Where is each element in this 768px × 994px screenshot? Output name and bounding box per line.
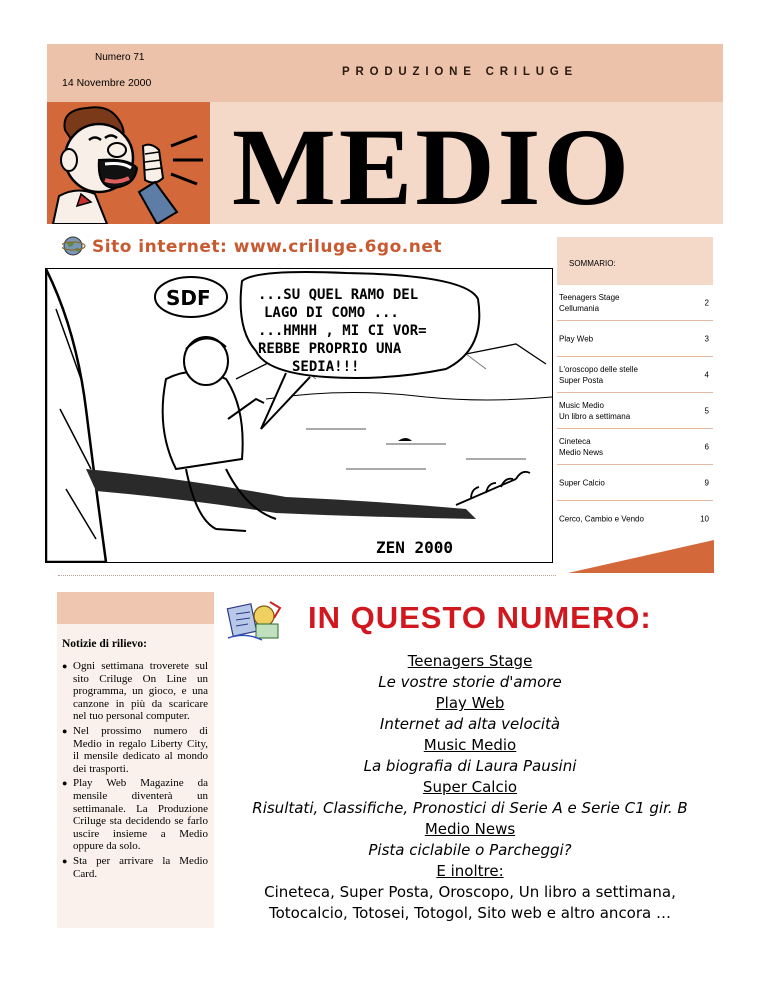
toc-item[interactable] (557, 501, 713, 537)
speech-line-4: REBBE PROPRIO UNA (258, 341, 402, 357)
toc-item-page: 2 (704, 298, 709, 307)
feature-subtitle: La biografia di Laura Pausini (363, 757, 577, 775)
toc-item-title: Play Web (559, 334, 594, 343)
feature-subtitle: Risultati, Classifiche, Pronostici di Serie A e Serie C1 gir. B (252, 799, 688, 817)
masthead-title: MEDIO (232, 106, 632, 228)
feature-extra-line: Cineteca, Super Posta, Oroscopo, Un libro a settimana, (264, 883, 676, 901)
feature-heading: E inoltre: (436, 862, 504, 880)
globe-icon (62, 235, 86, 261)
toc-item[interactable] (557, 357, 713, 393)
news-item: ● Play Web Magazine da mensile diventerà un settimanale. La Produzione Criluge sta decidendo se farlo uscire insieme a Medio oppure da solo. (62, 777, 208, 853)
toc-item-page: 9 (704, 478, 709, 487)
toc-item-page: 10 (700, 514, 709, 524)
toc-item[interactable] (557, 321, 713, 357)
toc-item-subtitle: Un libro a settimana (559, 411, 631, 421)
news-list (62, 660, 208, 882)
toc-item[interactable] (557, 429, 713, 465)
news-item: ● Nel prossimo numero di Medio in regalo Liberty City, il mensile dedicato al mondo dei trasporti. (62, 725, 208, 775)
clipboard-collage-icon (226, 598, 284, 646)
feature-heading[interactable]: Play Web (435, 694, 505, 712)
toc-item-page: 4 (704, 370, 709, 379)
toc-item[interactable] (557, 393, 713, 429)
feature-extra-line: Totocalcio, Totosei, Totogol, Sito web e altro ancora … (268, 904, 671, 922)
toc-item-title: Cerco, Cambio e Vendo (559, 514, 644, 524)
feature-contents (225, 651, 715, 924)
website-url: Sito internet: www.criluge.6go.net (92, 237, 442, 257)
feature-heading[interactable]: Teenagers Stage (407, 652, 533, 670)
toc-item[interactable] (557, 285, 713, 321)
dotted-divider (58, 575, 556, 576)
sidebar-heading: Notizie di rilievo: (62, 638, 147, 650)
speech-line-2: LAGO DI COMO ... (264, 305, 399, 321)
feature-heading[interactable]: Medio News (424, 820, 516, 838)
toc-item[interactable] (557, 465, 713, 501)
speech-line-3: ...HMHH , MI CI VOR= (258, 323, 427, 339)
toc-item-page: 3 (704, 334, 709, 343)
toc-item-page: 5 (704, 406, 709, 415)
cartoon-label: SDF (166, 286, 211, 310)
cartoon-signature: ZEN 2000 (376, 538, 454, 557)
toc-heading: SOMMARIO: (557, 237, 713, 285)
cartoon-illustration (45, 268, 553, 563)
toc-item-subtitle: Medio News (559, 447, 604, 457)
feature-subtitle: Pista ciclabile o Parcheggi? (368, 841, 572, 859)
table-of-contents (557, 237, 713, 537)
speech-line-5: SEDIA!!! (292, 359, 360, 375)
sidebar-header-band (57, 592, 214, 624)
news-item: ● Sta per arrivare la Medio Card. (62, 855, 208, 880)
news-item: ● Ogni settimana troverete sul sito Criluge On Line un programma, un gioco, e una canzone in più da scaricare nel tuo personal computer. (62, 660, 208, 723)
toc-item-title: Teenagers Stage (559, 292, 620, 302)
toc-item-title: Music Medio (559, 400, 604, 410)
toc-item-title: L'oroscopo delle stelle (559, 364, 638, 374)
shouting-man-logo (47, 102, 210, 224)
feature-subtitle: Internet ad alta velocità (379, 715, 561, 733)
toc-item-subtitle: Super Posta (559, 375, 604, 385)
toc-item-subtitle: Cellumania (559, 303, 600, 313)
toc-item-title: Cineteca (559, 436, 591, 446)
shouting-man-icon (47, 102, 210, 224)
feature-title: IN QUESTO NUMERO: (308, 600, 652, 635)
feature-subtitle: Le vostre storie d'amore (378, 673, 562, 691)
toc-item-page: 6 (704, 442, 709, 451)
feature-heading[interactable]: Super Calcio (422, 778, 518, 796)
feature-heading[interactable]: Music Medio (423, 736, 517, 754)
issue-date: 14 Novembre 2000 (62, 77, 152, 89)
producer-name: PRODUZIONE CRILUGE (342, 66, 579, 78)
speech-line-1: ...SU QUEL RAMO DEL (258, 287, 419, 303)
cartoon-drawing (46, 269, 552, 562)
issue-number: Numero 71 (95, 52, 145, 63)
corner-accent (568, 540, 714, 573)
toc-item-title: Super Calcio (559, 478, 605, 487)
